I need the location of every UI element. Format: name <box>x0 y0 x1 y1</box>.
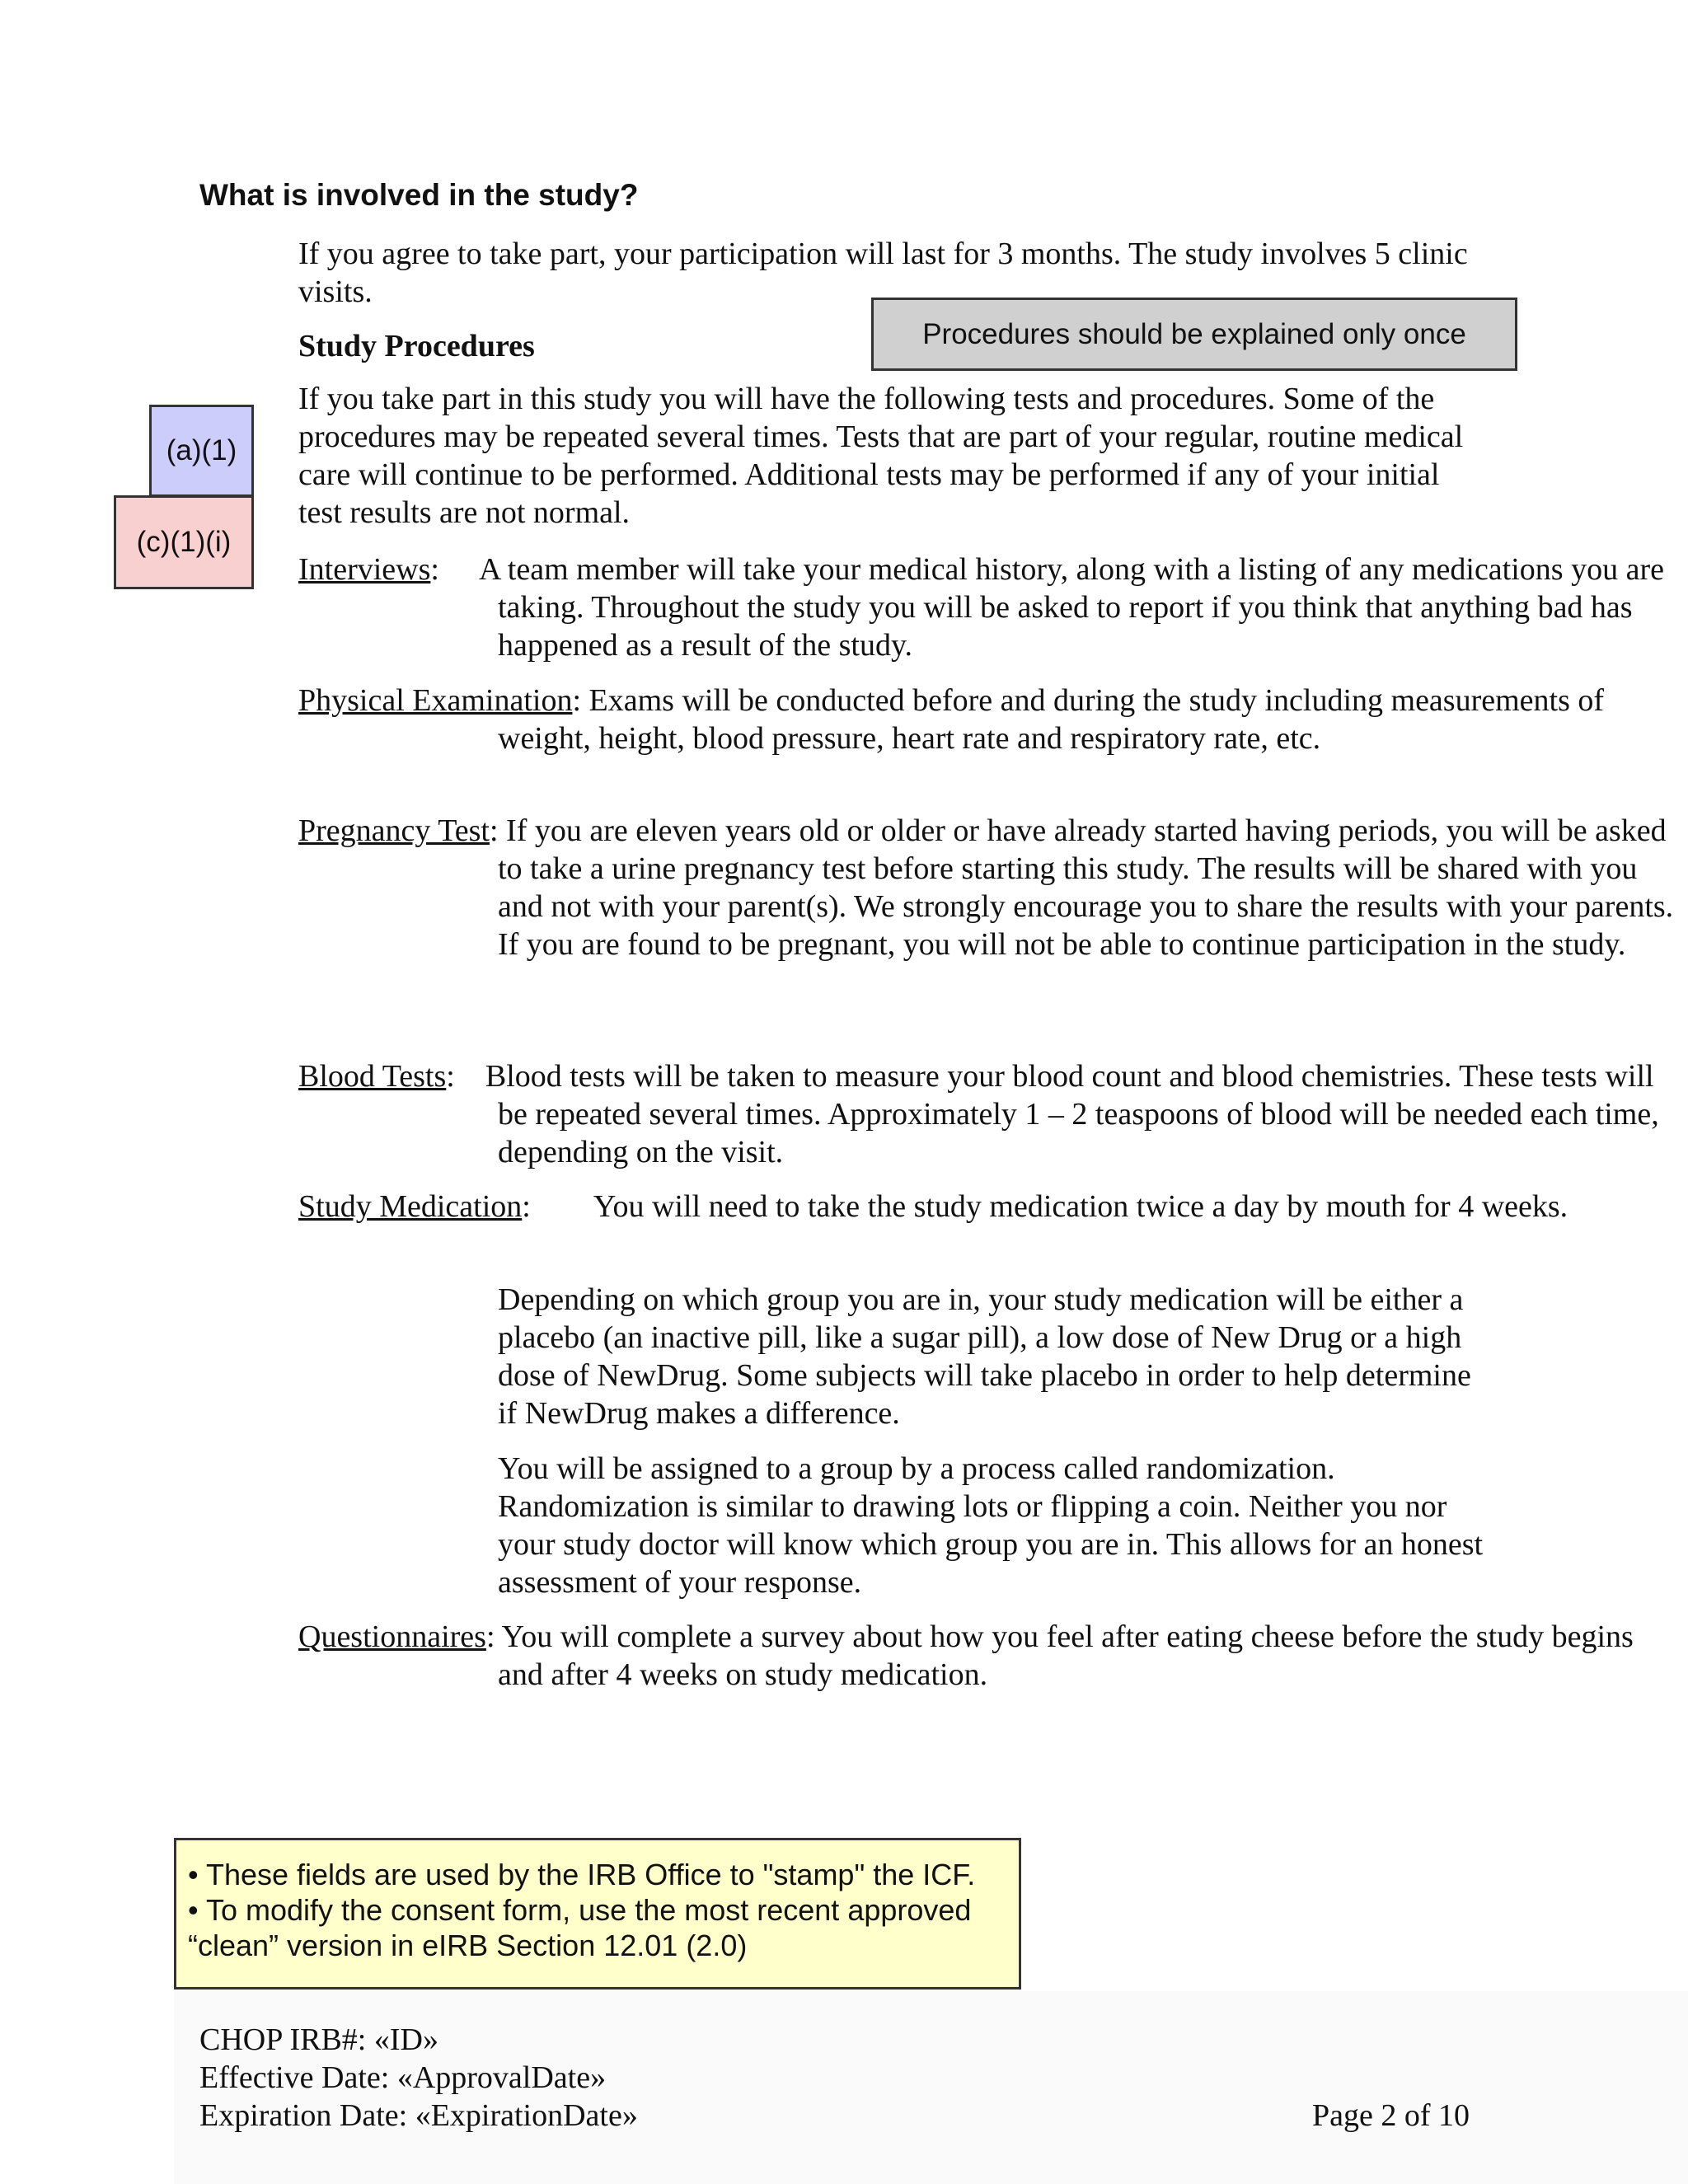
procedure-physical-exam <box>298 682 1685 757</box>
page-number: Page 2 of 10 <box>1312 2098 1470 2133</box>
irb-note-line: • To modify the consent form, use the most recent approved “clean” version in eIRB Section 12.01 (2.0) <box>188 1893 972 1962</box>
expiration-date: Expiration Date: «ExpirationDate» <box>199 2098 638 2133</box>
irb-note-box <box>174 1838 1021 1990</box>
study-intro: If you agree to take part, your participation will last for 3 months. The study involves 5 clinic visits. <box>298 237 1468 309</box>
procedure-description: Exams will be conducted before and during the study including measurements of weight, height, blood pressure, heart rate and respiratory rate, etc. <box>498 683 1605 756</box>
term-separator: : <box>485 1619 495 1654</box>
procedure-term: Physical Examination <box>298 683 573 718</box>
term-separator: : <box>572 683 582 718</box>
irb-number: CHOP IRB#: «ID» <box>199 2022 438 2057</box>
term-separator: : <box>522 1189 531 1224</box>
study-procedures-subheading: Study Procedures <box>298 329 535 363</box>
procedure-study-medication <box>298 1188 1685 1226</box>
medication-randomization-paragraph: You will be assigned to a group by a process called randomization. Randomization is similar to drawing lots or flipping a coin. Neither you nor your study doctor will know which group you are in. This allows for an honest assessment of your response. <box>498 1451 1484 1600</box>
procedure-description: Blood tests will be taken to measure your blood count and blood chemistries. These tests will be repeated several times. Approximately 1 – 2 teaspoons of blood will be needed each time, depending on the visit. <box>485 1059 1659 1169</box>
procedures-callout: Procedures should be explained only once <box>871 298 1517 371</box>
procedure-blood-tests <box>298 1057 1685 1171</box>
margin-tag-c1i: (c)(1)(i) <box>114 495 254 589</box>
procedure-term: Pregnancy Test <box>298 813 490 848</box>
medication-groups-paragraph: Depending on which group you are in, your study medication will be either a placebo (an inactive pill, like a sugar pill), a low dose of New Drug or a high dose of NewDrug. Some subjects will take placebo in order to help determine if NewDrug makes a difference. <box>498 1282 1471 1431</box>
procedure-description: A team member will take your medical history, along with a listing of any medications you are taking. Throughout the study you will be asked to report if you think that anything bad has happened as a result of the study. <box>478 552 1664 663</box>
margin-tag-a1: (a)(1) <box>149 405 254 497</box>
procedure-term: Study Medication <box>298 1189 523 1224</box>
procedures-intro: If you take part in this study you will have the following tests and procedures. Some of the procedures may be repeated several times. Tests that are part of your regular, routine medical care will continue to be performed. Additional tests may be performed if any of your initial test results are not normal. <box>298 382 1464 530</box>
term-separator: : <box>489 813 499 848</box>
term-separator: : <box>446 1059 455 1094</box>
procedure-term: Interviews <box>298 552 431 587</box>
irb-note-line: • These fields are used by the IRB Office to "stamp" the ICF. <box>188 1858 976 1891</box>
procedure-description: If you are eleven years old or older or have already started having periods, you will be asked to take a urine pregnancy test before starting this study. The results will be shared with you and not with your parent(s). We strongly encourage you to share the results with your parents. If you are found to be pregnant, you will not be able to continue participation in the study. <box>498 813 1674 962</box>
procedure-term: Questionnaires <box>298 1619 486 1654</box>
effective-date: Effective Date: «ApprovalDate» <box>199 2060 607 2095</box>
section-heading: What is involved in the study? <box>199 178 639 212</box>
procedure-description: You will need to take the study medication twice a day by mouth for 4 weeks. <box>593 1189 1568 1224</box>
procedure-questionnaires <box>298 1618 1685 1694</box>
procedure-pregnancy-test <box>298 812 1685 963</box>
footer-irb-fields <box>199 2021 638 2135</box>
procedure-description: You will complete a survey about how you feel after eating cheese before the study begins and after 4 weeks on study medication. <box>498 1619 1634 1692</box>
term-separator: : <box>430 552 439 587</box>
procedure-term: Blood Tests <box>298 1059 447 1094</box>
procedure-interviews <box>298 551 1685 664</box>
